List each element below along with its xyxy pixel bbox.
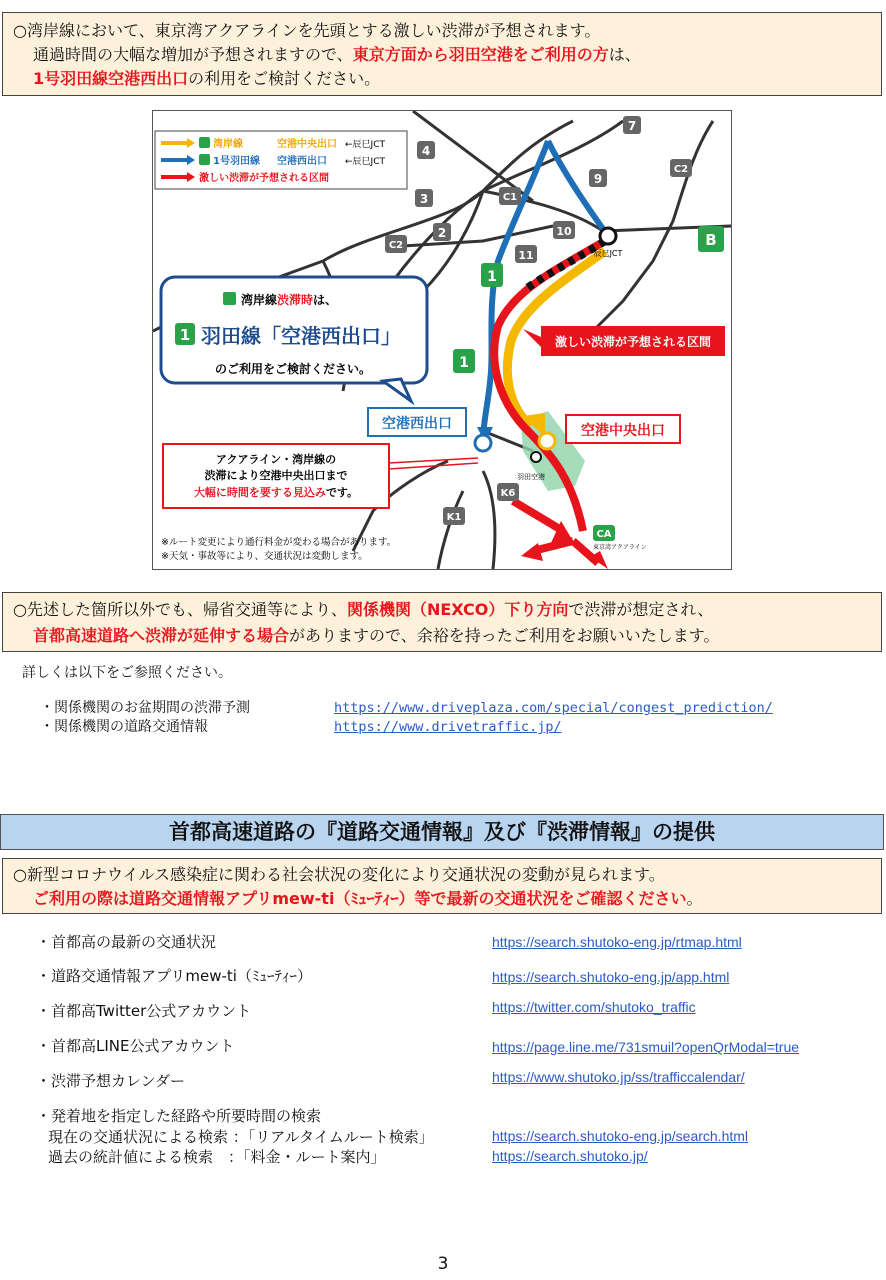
details-label: 詳しくは以下をご参照ください。: [22, 665, 232, 681]
legend-from: ←辰巳JCT: [345, 140, 385, 150]
callout-highlight: 渋滞時: [277, 293, 314, 307]
route-badge-label: K1: [446, 512, 462, 523]
search-label: ・発着地を指定した経路や所要時間の検索: [36, 1107, 322, 1125]
related-item: [40, 698, 773, 718]
congestion-label: 激しい渋滞が予想される区間: [554, 335, 712, 349]
related-link[interactable]: https://www.driveplaza.com/special/congest_prediction/: [334, 700, 773, 716]
related-link[interactable]: https://www.drivetraffic.jp/: [334, 719, 562, 735]
info-item-label: ・渋滞予想カレンダー: [36, 1072, 186, 1090]
info-line: アクアライン・湾岸線の: [215, 453, 337, 466]
callout-badge-label: 1: [179, 326, 191, 344]
related-item: [40, 717, 562, 737]
route-badge-label: 3: [419, 192, 429, 206]
route-badge-label: B: [705, 231, 717, 249]
section-title: 首都高速道路の『道路交通情報』及び『渋滞情報』の提供: [0, 814, 884, 850]
notice-text: で渋滞が想定され、: [568, 600, 714, 619]
notice-line: [13, 623, 871, 649]
route-badge-label: 9: [593, 172, 603, 186]
notice-line: ○新型コロナウイルス感染症に関わる社会状況の変化により交通状況の変動が見られます。: [13, 865, 665, 884]
legend-badge: [199, 154, 210, 165]
info-item-link[interactable]: https://page.line.me/731smuil?openQrModal=true: [492, 1039, 800, 1055]
route-badge-label: 7: [627, 119, 637, 133]
west-exit-label: 空港西出口: [382, 416, 452, 432]
route-badge-label: 11: [518, 249, 534, 262]
callout-badge-wangan: [223, 292, 236, 305]
map-note: ※ルート変更により通行料金が変わる場合があります。: [161, 537, 397, 548]
legend-route: 1号羽田線: [213, 156, 260, 167]
tatsumi-jct-marker: [600, 228, 616, 244]
callout-text: 湾岸線: [241, 293, 278, 307]
notice-box-bottom: [2, 858, 882, 914]
notice-line: [13, 887, 871, 911]
legend-from: ←辰巳JCT: [345, 157, 385, 167]
notice-box-middle: [2, 592, 882, 652]
search-realtime-link[interactable]: https://search.shutoko-eng.jp/search.html: [492, 1128, 749, 1144]
legend-badge: [199, 137, 210, 148]
notice-text: 通過時間の大幅な増加が予想されますので、: [33, 45, 353, 64]
callout-headline: 羽田線「空港西出口」: [201, 324, 401, 348]
notice-text: ○先述した箇所以外でも、帰省交通等により、: [13, 600, 347, 619]
search-stats-link[interactable]: https://search.shutoko.jp/: [492, 1148, 648, 1164]
callout-text: は、: [313, 293, 338, 307]
info-item-label: ・首都高LINE公式アカウント: [36, 1037, 235, 1055]
info-item-link[interactable]: https://search.shutoko-eng.jp/app.html: [492, 969, 730, 985]
info-line: [194, 485, 358, 499]
notice-line: [13, 43, 871, 67]
notice-highlight: 1号羽田線空港西出口: [33, 69, 189, 88]
notice-line: [13, 67, 871, 91]
search-realtime-label: 現在の交通状況による検索 ：「リアルタイムルート検索」: [48, 1128, 434, 1146]
route-badge-label: C2: [673, 164, 689, 175]
page-number: 3: [437, 1254, 449, 1274]
route-badge-label: 4: [421, 144, 431, 158]
notice-text: がありますので、余裕を持ったご利用をお願いいたします。: [289, 626, 720, 645]
legend-exit: 空港中央出口: [277, 139, 337, 150]
notice-highlight: 東京方面から羽田空港をご利用の方: [352, 45, 609, 64]
central-exit-marker: [539, 433, 555, 449]
info-line: 渋滞により空港中央出口まで: [204, 469, 348, 482]
ca-sub-label: 東京湾アクアライン: [593, 544, 647, 551]
route-badge-label: 1: [487, 269, 497, 285]
info-text: です。: [325, 486, 359, 499]
haneda-airport-marker: [531, 452, 541, 462]
notice-line: ○湾岸線において、東京湾アクアラインを先頭とする激しい渋滞が予想されます。: [13, 21, 601, 40]
route-badge-label: K6: [500, 488, 516, 499]
ca-label: CA: [596, 529, 612, 540]
info-item-link[interactable]: https://www.shutoko.jp/ss/trafficcalendar/: [492, 1069, 745, 1085]
central-exit-label: 空港中央出口: [581, 423, 665, 439]
route-map: [152, 110, 732, 570]
west-exit-marker: [475, 435, 491, 451]
legend-exit: 空港西出口: [277, 156, 327, 167]
notice-text: は、: [608, 45, 641, 64]
road: [438, 491, 463, 569]
info-highlight: 大幅に時間を要する見込み: [193, 486, 326, 499]
related-label: ・関係機関の道路交通情報: [40, 719, 208, 735]
notice-box-top: [2, 12, 882, 96]
route-badge-label: C2: [388, 240, 404, 251]
info-pointer: [389, 458, 478, 463]
notice-highlight: 関係機関（NEXCO）下り方向: [346, 600, 569, 619]
route-badge-label: C1: [502, 192, 518, 203]
callout-line3: のご利用をご検討ください。: [214, 362, 372, 376]
tatsumi-jct-label: 辰巳JCT: [593, 249, 623, 258]
route-badge-label: 1: [459, 355, 469, 371]
congestion-label-tail: [523, 329, 541, 347]
notice-highlight: 首都高速道路へ渋滞が延伸する場合: [33, 626, 290, 645]
info-item-label: ・道路交通情報アプリmew-ti（ﾐｭｰﾃｨｰ）: [36, 967, 312, 985]
info-item-label: ・首都高Twitter公式アカウント: [36, 1002, 252, 1020]
route-badge-label: 10: [556, 225, 572, 238]
route-badge-label: 2: [437, 226, 447, 240]
info-item-link[interactable]: https://search.shutoko-eng.jp/rtmap.html: [492, 934, 742, 950]
related-label: ・関係機関のお盆期間の渋滞予測: [40, 700, 250, 716]
road: [483, 471, 495, 569]
notice-line: [13, 597, 871, 623]
notice-highlight: ご利用の際は道路交通情報アプリmew-ti（ﾐｭｰﾃｨｰ）等で最新の交通状況をご確認ください: [33, 889, 687, 908]
haneda-airport-label: 羽田空港: [517, 473, 545, 481]
callout-line1: [241, 292, 337, 307]
info-item-label: ・首都高の最新の交通状況: [36, 933, 217, 951]
legend-congestion: 激しい渋滞が予想される区間: [199, 173, 329, 184]
map-note: ※天気・事故等により、交通状況は変動します。: [161, 551, 368, 562]
info-item-link[interactable]: https://twitter.com/shutoko_traffic: [492, 999, 696, 1015]
notice-text: 。: [686, 889, 703, 908]
search-stats-label: 過去の統計値による検索 ：「料金・ルート案内」: [48, 1148, 386, 1166]
congestion-line: [513, 501, 563, 531]
route-map-svg: [153, 111, 731, 569]
legend-route: 湾岸線: [213, 139, 243, 150]
notice-text: の利用をご検討ください。: [188, 69, 381, 88]
